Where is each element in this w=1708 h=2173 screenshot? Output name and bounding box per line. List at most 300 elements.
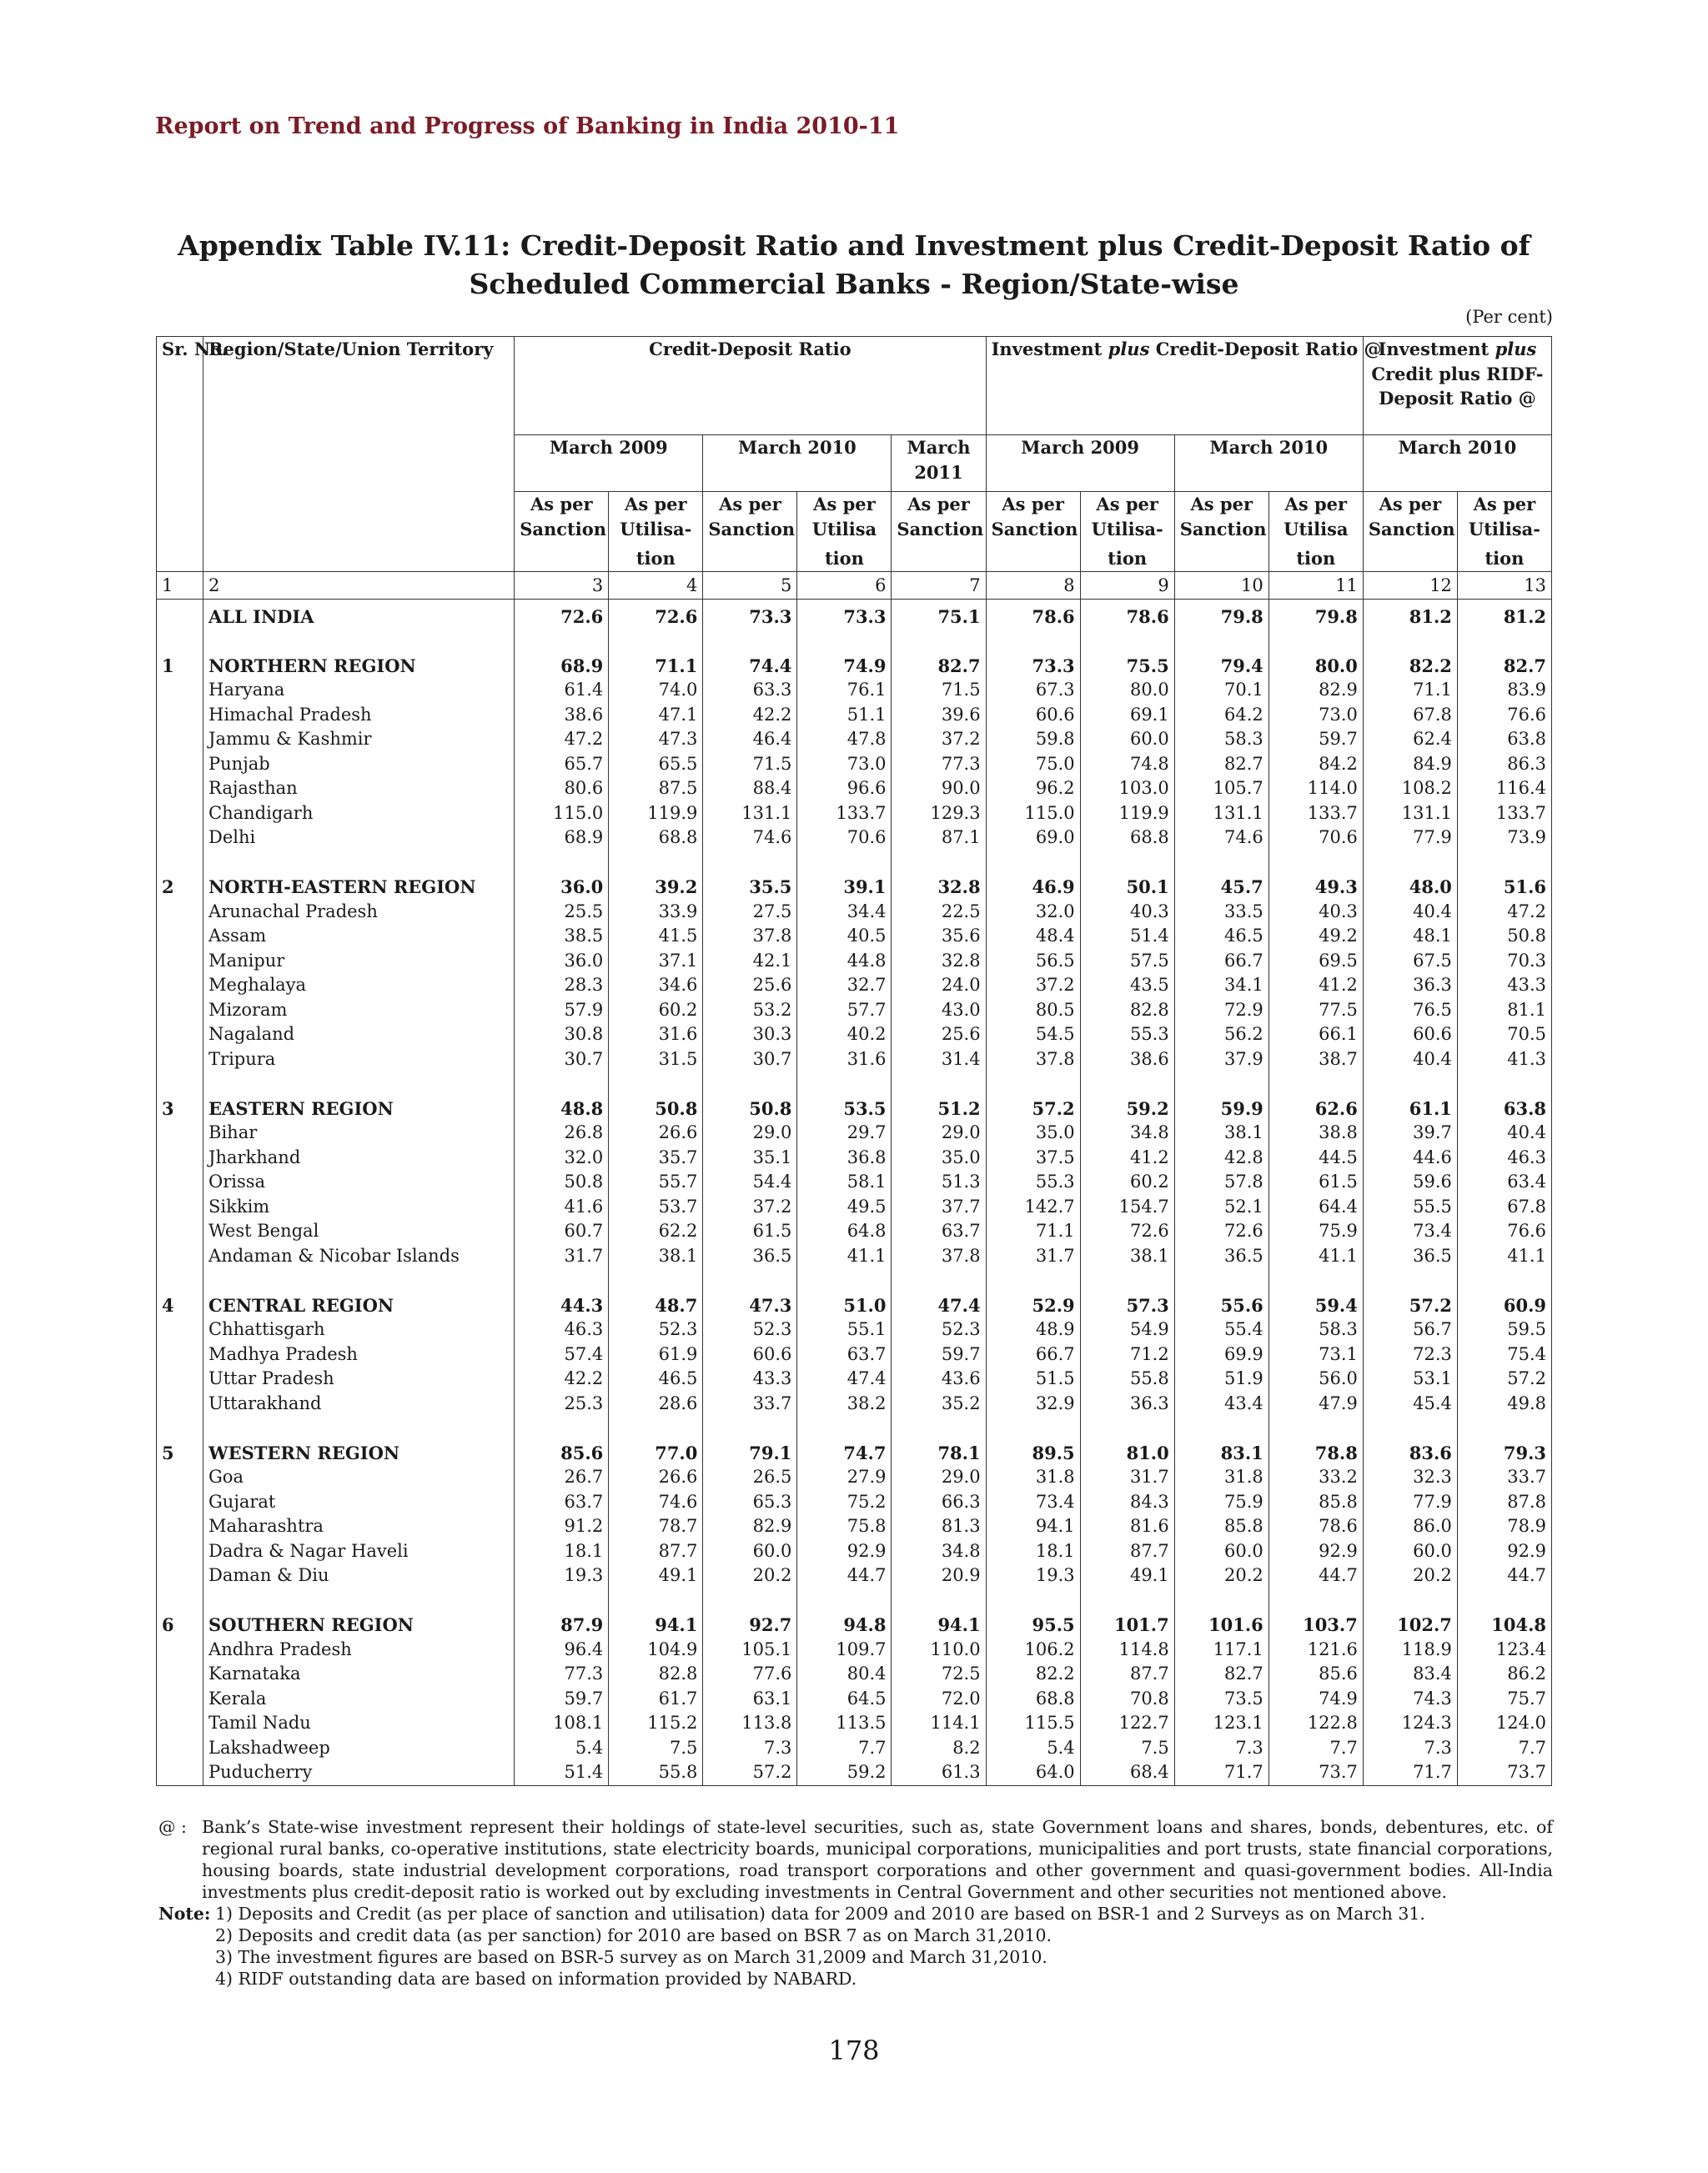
value-cell: 40.3: [1080, 900, 1174, 925]
sr-no-cell: [157, 1392, 203, 1417]
value-cell: 74.6: [703, 826, 797, 851]
value-cell: 33.5: [1174, 900, 1268, 925]
value-cell: 73.3: [703, 599, 797, 629]
value-cell: 83.1: [1174, 1441, 1268, 1466]
value-cell: 47.1: [609, 703, 703, 728]
value-cell: 60.0: [703, 1539, 797, 1564]
value-cell: 41.3: [1457, 1047, 1551, 1072]
value-cell: 47.2: [1457, 900, 1551, 925]
value-cell: 53.5: [797, 1097, 892, 1122]
value-cell: 108.1: [515, 1711, 609, 1736]
region-name-cell: West Bengal: [203, 1219, 515, 1244]
value-cell: 79.4: [1174, 654, 1268, 679]
value-cell: 52.9: [986, 1293, 1080, 1318]
value-cell: 57.5: [1080, 949, 1174, 974]
value-cell: 57.2: [703, 1760, 797, 1785]
table-row: [157, 1121, 1552, 1146]
value-cell: 57.2: [1457, 1367, 1551, 1392]
value-cell: 75.8: [797, 1514, 892, 1539]
value-cell: 31.5: [609, 1047, 703, 1072]
value-cell: 34.8: [892, 1539, 986, 1564]
value-cell: 73.4: [986, 1490, 1080, 1515]
sr-no-cell: [157, 826, 203, 851]
region-name-cell: Delhi: [203, 826, 515, 851]
table-row: [157, 1687, 1552, 1712]
value-cell: 34.4: [797, 900, 892, 925]
value-cell: 20.2: [1363, 1563, 1457, 1588]
value-cell: 36.3: [1363, 973, 1457, 998]
value-cell: 73.9: [1457, 826, 1551, 851]
table-row: [157, 1170, 1552, 1195]
value-cell: 63.7: [515, 1490, 609, 1515]
value-cell: 84.9: [1363, 752, 1457, 777]
spacer-row: [157, 1416, 1552, 1441]
column-number: 7: [892, 571, 986, 599]
region-name-cell: Tripura: [203, 1047, 515, 1072]
value-cell: 76.5: [1363, 998, 1457, 1023]
header-ridf-ratio: Investment plus Credit plus RIDF-Deposit Ratio @: [1363, 337, 1551, 435]
value-cell: 59.2: [1080, 1097, 1174, 1122]
region-name-cell: Andhra Pradesh: [203, 1638, 515, 1663]
value-cell: 77.9: [1363, 826, 1457, 851]
region-name-cell: Orissa: [203, 1170, 515, 1195]
value-cell: 43.3: [1457, 973, 1551, 998]
sr-no-cell: [157, 678, 203, 703]
value-cell: 75.7: [1457, 1687, 1551, 1712]
note-item-1: 1) Deposits and Credit (as per place of sanction and utilisation) data for 2009 and 2010 are based on BSR-1 and 2 Surveys as on March 31.: [215, 1904, 1425, 1924]
value-cell: 92.9: [1268, 1539, 1363, 1564]
value-cell: 56.2: [1174, 1022, 1268, 1047]
value-cell: 29.0: [703, 1121, 797, 1146]
value-cell: 20.9: [892, 1563, 986, 1588]
value-cell: 38.6: [515, 703, 609, 728]
value-cell: 30.8: [515, 1022, 609, 1047]
value-cell: 41.1: [1268, 1244, 1363, 1269]
value-cell: 79.1: [703, 1441, 797, 1466]
value-cell: 19.3: [515, 1563, 609, 1588]
table-row: [157, 1022, 1552, 1047]
value-cell: 37.8: [703, 924, 797, 949]
spacer-row: [157, 629, 1552, 654]
column-number: 9: [1080, 571, 1174, 599]
value-cell: 74.9: [797, 654, 892, 679]
value-cell: 71.5: [703, 752, 797, 777]
value-cell: 33.7: [703, 1392, 797, 1417]
value-cell: 119.9: [1080, 801, 1174, 826]
value-cell: 26.6: [609, 1121, 703, 1146]
value-cell: 32.3: [1363, 1465, 1457, 1490]
column-number: 12: [1363, 571, 1457, 599]
region-name-cell: Manipur: [203, 949, 515, 974]
header-cd-march-2011: March 2011: [892, 435, 986, 492]
region-name-cell: Lakshadweep: [203, 1736, 515, 1761]
region-name-cell: SOUTHERN REGION: [203, 1613, 515, 1638]
value-cell: 38.1: [1174, 1121, 1268, 1146]
value-cell: 72.3: [1363, 1342, 1457, 1368]
value-cell: 60.2: [609, 998, 703, 1023]
value-cell: 47.4: [892, 1293, 986, 1318]
value-cell: 68.9: [515, 826, 609, 851]
table-row: [157, 678, 1552, 703]
value-cell: 35.2: [892, 1392, 986, 1417]
value-cell: 55.7: [609, 1170, 703, 1195]
table-row: [157, 1293, 1552, 1318]
value-cell: 110.0: [892, 1638, 986, 1663]
column-number: 3: [515, 571, 609, 599]
value-cell: 36.8: [797, 1146, 892, 1171]
value-cell: 47.3: [703, 1293, 797, 1318]
region-name-cell: Assam: [203, 924, 515, 949]
note-item-3: 3) The investment figures are based on BSR-5 survey as on March 31,2009 and March 31,2010.: [215, 1947, 1047, 1967]
value-cell: 70.8: [1080, 1687, 1174, 1712]
sr-no-cell: [157, 801, 203, 826]
value-cell: 101.6: [1174, 1613, 1268, 1638]
value-cell: 46.3: [515, 1317, 609, 1342]
table-row: [157, 1047, 1552, 1072]
region-name-cell: Punjab: [203, 752, 515, 777]
value-cell: 73.0: [797, 752, 892, 777]
value-cell: 54.9: [1080, 1317, 1174, 1342]
value-cell: 115.5: [986, 1711, 1080, 1736]
value-cell: 44.3: [515, 1293, 609, 1318]
value-cell: 59.7: [1268, 727, 1363, 752]
table-row: [157, 1490, 1552, 1515]
value-cell: 32.0: [515, 1146, 609, 1171]
table-body: [157, 571, 1552, 1785]
header-icd-march-2009: March 2009: [986, 435, 1174, 492]
region-name-cell: EASTERN REGION: [203, 1097, 515, 1122]
value-cell: 55.4: [1174, 1317, 1268, 1342]
value-cell: 55.8: [1080, 1367, 1174, 1392]
value-cell: 37.5: [986, 1146, 1080, 1171]
value-cell: 78.6: [1080, 599, 1174, 629]
value-cell: 46.3: [1457, 1146, 1551, 1171]
table-row: [157, 924, 1552, 949]
sr-no-cell: [157, 1121, 203, 1146]
sr-no-cell: 5: [157, 1441, 203, 1466]
value-cell: 87.7: [609, 1539, 703, 1564]
value-cell: 47.4: [797, 1367, 892, 1392]
value-cell: 114.8: [1080, 1638, 1174, 1663]
value-cell: 75.1: [892, 599, 986, 629]
value-cell: 66.3: [892, 1490, 986, 1515]
table-row: [157, 1097, 1552, 1122]
value-cell: 42.1: [703, 949, 797, 974]
value-cell: 133.7: [1457, 801, 1551, 826]
value-cell: 51.5: [986, 1367, 1080, 1392]
value-cell: 82.8: [1080, 998, 1174, 1023]
sr-no-cell: [157, 599, 203, 629]
value-cell: 42.2: [515, 1367, 609, 1392]
value-cell: 65.5: [609, 752, 703, 777]
value-cell: 43.5: [1080, 973, 1174, 998]
value-cell: 75.9: [1268, 1219, 1363, 1244]
value-cell: 44.8: [797, 949, 892, 974]
value-cell: 61.4: [515, 678, 609, 703]
value-cell: 70.6: [797, 826, 892, 851]
value-cell: 59.6: [1363, 1170, 1457, 1195]
sr-no-cell: 2: [157, 875, 203, 900]
value-cell: 82.7: [1174, 1662, 1268, 1687]
value-cell: 53.7: [609, 1195, 703, 1220]
value-cell: 46.9: [986, 875, 1080, 900]
region-name-cell: CENTRAL REGION: [203, 1293, 515, 1318]
value-cell: 48.4: [986, 924, 1080, 949]
value-cell: 39.6: [892, 703, 986, 728]
sr-no-cell: [157, 1736, 203, 1761]
value-cell: 35.6: [892, 924, 986, 949]
column-number: 4: [609, 571, 703, 599]
value-cell: 90.0: [892, 776, 986, 801]
value-cell: 54.4: [703, 1170, 797, 1195]
value-cell: 71.2: [1080, 1342, 1174, 1368]
region-name-cell: NORTHERN REGION: [203, 654, 515, 679]
value-cell: 26.8: [515, 1121, 609, 1146]
value-cell: 62.4: [1363, 727, 1457, 752]
value-cell: 60.6: [1363, 1022, 1457, 1047]
value-cell: 30.7: [703, 1047, 797, 1072]
sr-no-cell: [157, 1514, 203, 1539]
footnotes: [158, 1816, 1553, 1990]
value-cell: 154.7: [1080, 1195, 1174, 1220]
sr-no-cell: [157, 1563, 203, 1588]
value-cell: 31.7: [1080, 1465, 1174, 1490]
value-cell: 87.7: [1080, 1539, 1174, 1564]
value-cell: 106.2: [986, 1638, 1080, 1663]
value-cell: 80.5: [986, 998, 1080, 1023]
value-cell: 31.8: [986, 1465, 1080, 1490]
value-cell: 42.8: [1174, 1146, 1268, 1171]
value-cell: 52.3: [609, 1317, 703, 1342]
value-cell: 41.6: [515, 1195, 609, 1220]
value-cell: 64.4: [1268, 1195, 1363, 1220]
table-row: [157, 1711, 1552, 1736]
value-cell: 51.4: [515, 1760, 609, 1785]
sr-no-cell: [157, 998, 203, 1023]
value-cell: 82.2: [986, 1662, 1080, 1687]
value-cell: 131.1: [1174, 801, 1268, 826]
value-cell: 85.8: [1268, 1490, 1363, 1515]
value-cell: 69.1: [1080, 703, 1174, 728]
value-cell: 38.2: [797, 1392, 892, 1417]
value-cell: 63.7: [892, 1219, 986, 1244]
sub-c10: As per Sanction: [1174, 492, 1268, 572]
value-cell: 95.5: [986, 1613, 1080, 1638]
column-number: 11: [1268, 571, 1363, 599]
sr-no-cell: [157, 752, 203, 777]
value-cell: 123.1: [1174, 1711, 1268, 1736]
value-cell: 48.1: [1363, 924, 1457, 949]
value-cell: 77.6: [703, 1662, 797, 1687]
sub-c11: As per Utilisa tion: [1268, 492, 1363, 572]
value-cell: 60.6: [986, 703, 1080, 728]
value-cell: 129.3: [892, 801, 986, 826]
table-row: [157, 826, 1552, 851]
value-cell: 60.2: [1080, 1170, 1174, 1195]
table-row: [157, 1662, 1552, 1687]
value-cell: 38.7: [1268, 1047, 1363, 1072]
value-cell: 72.5: [892, 1662, 986, 1687]
value-cell: 48.8: [515, 1097, 609, 1122]
value-cell: 68.8: [609, 826, 703, 851]
value-cell: 57.2: [1363, 1293, 1457, 1318]
value-cell: 142.7: [986, 1195, 1080, 1220]
value-cell: 31.7: [515, 1244, 609, 1269]
table-row: [157, 1638, 1552, 1663]
value-cell: 81.3: [892, 1514, 986, 1539]
value-cell: 57.2: [986, 1097, 1080, 1122]
value-cell: 80.0: [1268, 654, 1363, 679]
value-cell: 74.6: [1174, 826, 1268, 851]
sr-no-cell: [157, 1711, 203, 1736]
value-cell: 52.1: [1174, 1195, 1268, 1220]
sr-no-cell: [157, 1367, 203, 1392]
sr-no-cell: 3: [157, 1097, 203, 1122]
value-cell: 87.8: [1457, 1490, 1551, 1515]
value-cell: 78.7: [609, 1514, 703, 1539]
value-cell: 71.1: [609, 654, 703, 679]
table-row: [157, 801, 1552, 826]
value-cell: 39.2: [609, 875, 703, 900]
value-cell: 36.5: [1174, 1244, 1268, 1269]
value-cell: 7.3: [1174, 1736, 1268, 1761]
note-item-4: 4) RIDF outstanding data are based on information provided by NABARD.: [215, 1969, 857, 1989]
value-cell: 28.3: [515, 973, 609, 998]
value-cell: 79.3: [1457, 1441, 1551, 1466]
value-cell: 35.0: [892, 1146, 986, 1171]
value-cell: 40.4: [1457, 1121, 1551, 1146]
value-cell: 59.2: [797, 1760, 892, 1785]
region-name-cell: Andaman & Nicobar Islands: [203, 1244, 515, 1269]
table-row: [157, 1514, 1552, 1539]
value-cell: 60.0: [1363, 1539, 1457, 1564]
sr-no-cell: [157, 1760, 203, 1785]
value-cell: 55.5: [1363, 1195, 1457, 1220]
value-cell: 73.0: [1268, 703, 1363, 728]
value-cell: 5.4: [986, 1736, 1080, 1761]
region-name-cell: Himachal Pradesh: [203, 703, 515, 728]
value-cell: 7.3: [703, 1736, 797, 1761]
value-cell: 73.3: [797, 599, 892, 629]
value-cell: 47.3: [609, 727, 703, 752]
value-cell: 64.0: [986, 1760, 1080, 1785]
sr-no-cell: [157, 1490, 203, 1515]
value-cell: 64.2: [1174, 703, 1268, 728]
value-cell: 49.3: [1268, 875, 1363, 900]
value-cell: 73.5: [1174, 1687, 1268, 1712]
value-cell: 105.7: [1174, 776, 1268, 801]
value-cell: 88.4: [703, 776, 797, 801]
value-cell: 105.1: [703, 1638, 797, 1663]
note-block: Note: 1) Deposits and Credit (as per place of sanction and utilisation) data for 2009 and 2010 are based on BSR-1 and 2 Surveys as on March 31.: [158, 1903, 1553, 1925]
value-cell: 29.0: [892, 1465, 986, 1490]
footnote-at: @ : Bank’s State-wise investment represent their holdings of state-level securities, such as, state Government loans and shares, bonds, debentures, etc. of regional rural banks, co-operative institutions, state electricity boards, municipal corporations, municipalities and port trusts, state financial corporations, housing boards, state industrial development corporations, road transport corporations and other government and quasi-government bodies. All-India investments plus credit-deposit ratio is worked out by excluding investments in Central Government and other securities not mentioned above.: [158, 1817, 1553, 1902]
value-cell: 61.1: [1363, 1097, 1457, 1122]
table-row: [157, 1563, 1552, 1588]
value-cell: 38.1: [609, 1244, 703, 1269]
table-title-line-1: Appendix Table IV.11: Credit-Deposit Ratio and Investment plus Credit-Deposit Ratio of: [178, 229, 1530, 262]
value-cell: 104.8: [1457, 1613, 1551, 1638]
value-cell: 74.6: [609, 1490, 703, 1515]
value-cell: 85.6: [1268, 1662, 1363, 1687]
value-cell: 40.5: [797, 924, 892, 949]
sub-c3: As per Sanction: [515, 492, 609, 572]
value-cell: 73.3: [986, 654, 1080, 679]
region-name-cell: Maharashtra: [203, 1514, 515, 1539]
value-cell: 60.0: [1080, 727, 1174, 752]
value-cell: 131.1: [1363, 801, 1457, 826]
sr-no-cell: [157, 1662, 203, 1687]
table-row: [157, 703, 1552, 728]
region-name-cell: Daman & Diu: [203, 1563, 515, 1588]
value-cell: 74.4: [703, 654, 797, 679]
value-cell: 72.9: [1174, 998, 1268, 1023]
value-cell: 72.6: [609, 599, 703, 629]
sr-no-cell: [157, 1244, 203, 1269]
value-cell: 48.9: [986, 1317, 1080, 1342]
value-cell: 80.0: [1080, 678, 1174, 703]
value-cell: 61.9: [609, 1342, 703, 1368]
table-row: [157, 727, 1552, 752]
value-cell: 35.5: [703, 875, 797, 900]
column-number-row: [157, 571, 1552, 599]
value-cell: 108.2: [1363, 776, 1457, 801]
value-cell: 57.4: [515, 1342, 609, 1368]
value-cell: 7.3: [1363, 1736, 1457, 1761]
value-cell: 50.8: [1457, 924, 1551, 949]
value-cell: 25.6: [892, 1022, 986, 1047]
value-cell: 24.0: [892, 973, 986, 998]
value-cell: 104.9: [609, 1638, 703, 1663]
value-cell: 66.1: [1268, 1022, 1363, 1047]
sr-no-cell: [157, 1219, 203, 1244]
value-cell: 26.5: [703, 1465, 797, 1490]
value-cell: 122.7: [1080, 1711, 1174, 1736]
value-cell: 82.9: [703, 1514, 797, 1539]
table-row: [157, 1465, 1552, 1490]
value-cell: 36.0: [515, 949, 609, 974]
value-cell: 70.3: [1457, 949, 1551, 974]
value-cell: 51.6: [1457, 875, 1551, 900]
value-cell: 34.6: [609, 973, 703, 998]
region-name-cell: Tamil Nadu: [203, 1711, 515, 1736]
sr-no-cell: [157, 1539, 203, 1564]
region-name-cell: NORTH-EASTERN REGION: [203, 875, 515, 900]
value-cell: 103.0: [1080, 776, 1174, 801]
value-cell: 38.8: [1268, 1121, 1363, 1146]
sub-c12: As per Sanction: [1363, 492, 1457, 572]
value-cell: 74.3: [1363, 1687, 1457, 1712]
value-cell: 83.9: [1457, 678, 1551, 703]
table-row: [157, 998, 1552, 1023]
value-cell: 61.3: [892, 1760, 986, 1785]
value-cell: 75.5: [1080, 654, 1174, 679]
value-cell: 53.2: [703, 998, 797, 1023]
region-name-cell: Gujarat: [203, 1490, 515, 1515]
value-cell: 60.6: [703, 1342, 797, 1368]
sr-no-cell: 1: [157, 654, 203, 679]
value-cell: 37.2: [986, 973, 1080, 998]
value-cell: 101.7: [1080, 1613, 1174, 1638]
value-cell: 39.7: [1363, 1121, 1457, 1146]
value-cell: 82.8: [609, 1662, 703, 1687]
sr-no-cell: 6: [157, 1613, 203, 1638]
value-cell: 35.0: [986, 1121, 1080, 1146]
value-cell: 59.9: [1174, 1097, 1268, 1122]
value-cell: 43.3: [703, 1367, 797, 1392]
value-cell: 85.8: [1174, 1514, 1268, 1539]
value-cell: 7.5: [609, 1736, 703, 1761]
